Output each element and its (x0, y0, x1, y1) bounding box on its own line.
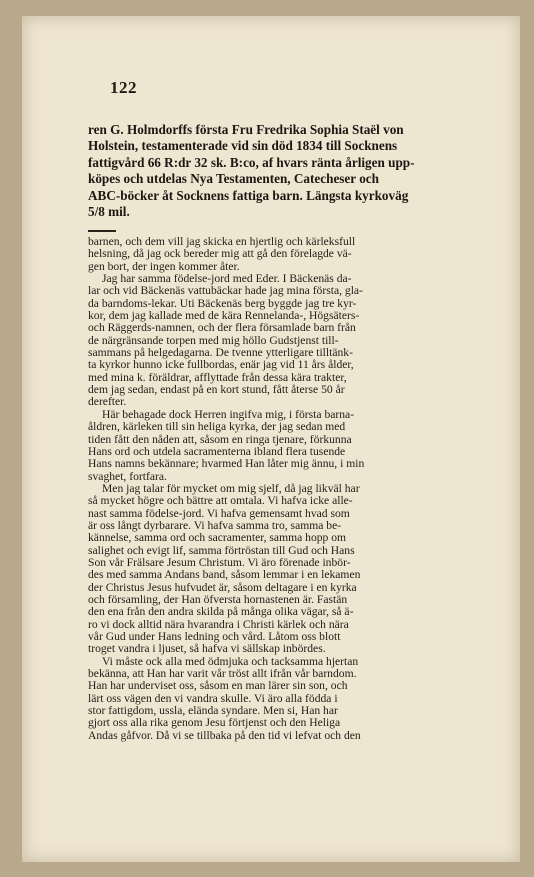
body-line: ro vi dock alltid nära hvarandra i Christi kärlek och nära (88, 618, 349, 631)
body-line: med mina k. föräldrar, afflyttade från dessa kära trakter, (88, 371, 347, 384)
body-line: salighet och evigt lif, samma förtröstan till Gud och Hans (88, 544, 355, 557)
body-line: da barndoms-lekar. Uti Bäckenäs berg byggde jag tre kyr- (88, 297, 357, 310)
body-line: kor, dem jag kallade med de kära Rennelanda-, Högsäters- (88, 310, 360, 323)
page-number: 122 (110, 78, 137, 97)
body-line: Vi måste ock alla med ödmjuka och tacksamma hjertan (102, 655, 359, 668)
body-line: ta kyrkor hunno icke fullbordas, enär jag vid 11 års ålder, (88, 359, 354, 372)
body-line: troget vandra i ljuset, så hafva vi sällskap inbördes. (88, 643, 326, 656)
section-divider (88, 230, 116, 232)
body-line: Hans ord och utdela sacramenterna ibland flera tusende (88, 445, 346, 458)
body-text (88, 236, 506, 742)
body-line: des med samma Andans band, såsom lemmar i en lekamen (88, 569, 361, 582)
body-line: vår Gud under Hans ledning och vård. Låtom oss blott (88, 631, 341, 643)
body-line: är oss långt dyrbarare. Vi hafva samma tro, samma be- (88, 519, 342, 532)
body-line: Men jag talar för mycket om mig sjelf, då jag likväl har (102, 482, 360, 495)
body-line: Här behagade dock Herren ingifva mig, i första barna- (102, 408, 355, 421)
body-line: de närgränsande torpen med mig höllo Gudstjenst till- (88, 334, 339, 347)
header-paragraph (88, 122, 506, 220)
body-line: och församling, der Han öfversta hornastenen är. Fastän (88, 593, 348, 606)
body-line: helsning, då jag ock bereder mig att gå den förelagde vä- (88, 248, 352, 261)
body-line: tiden fått den nåden att, såsom en ringa tjenare, förkunna (88, 433, 352, 446)
header-line: ren G. Holmdorffs första Fru Fredrika Sophia Staël von (88, 122, 404, 137)
body-line: der Christus Jesus hufvudet är, såsom deltagare i en kyrka (88, 581, 357, 594)
header-line: Holstein, testamenterade vid sin död 1834 till Socknens (88, 138, 398, 154)
book-page (22, 16, 520, 862)
body-line: och Räggerds-namnen, och der flera församlade barn från (88, 322, 356, 335)
body-line: derefter. (88, 396, 127, 409)
body-line: Andas gåfvor. Då vi se tillbaka på den tid vi lefvat och den (88, 729, 361, 742)
body-line: dem jag sedan, endast på en kort stund, fått återse 50 år (88, 384, 345, 397)
body-line: Hans namns bekännare; hvarmed Han låter mig ännu, i min (88, 458, 365, 471)
body-line: åldren, kärleken till sin heliga kyrka, der jag sedan med (88, 421, 346, 434)
body-line: gjort oss alla rika genom Jesu förtjenst och den Heliga (88, 717, 341, 730)
body-line: Han har underviset oss, såsom en man lärer sin son, och (88, 680, 348, 693)
body-line: lar och vid Bäckenäs vattubäckar hade jag mina första, gla- (88, 285, 363, 298)
body-line: gen bort, der ingen kommer åter. (88, 260, 240, 273)
header-line: köpes och utdelas Nya Testamenten, Catecheser och (88, 171, 379, 187)
body-line: stor fattigdom, ussla, elända syndare. Men si, Han har (88, 705, 338, 718)
body-line: Jag har samma födelse-jord med Eder. I Bäckenäs da- (102, 273, 352, 286)
body-line: sammans på helgedagarna. De tvenne ytterligare tilltänk- (88, 347, 353, 360)
body-line: nast samma födelse-jord. Vi hafva gemensamt hvad som (88, 507, 350, 520)
body-line: den ena från den andra skilda på många olika vägar, så ä- (88, 606, 354, 619)
body-line: Son vår Frälsare Jesum Christum. Vi äro förenade inbör- (88, 556, 351, 569)
body-line: barnen, och dem vill jag skicka en hjertlig och kärleksfull (88, 236, 356, 248)
body-line: bekänna, att Han har varit vår tröst allt ifrån vår barndom. (88, 668, 357, 681)
body-line: kännelse, samma ord och sacramenter, samma hopp om (88, 532, 347, 545)
body-line: lärt oss vägen den vi vandra skulle. Vi äro alla födda i (88, 692, 338, 705)
header-line: fattigvård 66 R:dr 32 sk. B:co, af hvars ränta årligen upp- (88, 154, 415, 170)
header-line: 5/8 mil. (88, 204, 130, 220)
body-line: svaghet, fortfara. (88, 470, 167, 483)
header-line: ABC-böcker åt Socknens fattiga barn. Längsta kyrkoväg (88, 187, 409, 203)
body-line: så mycket högre och bättre att omtala. Vi hafva icke alle- (88, 495, 353, 508)
